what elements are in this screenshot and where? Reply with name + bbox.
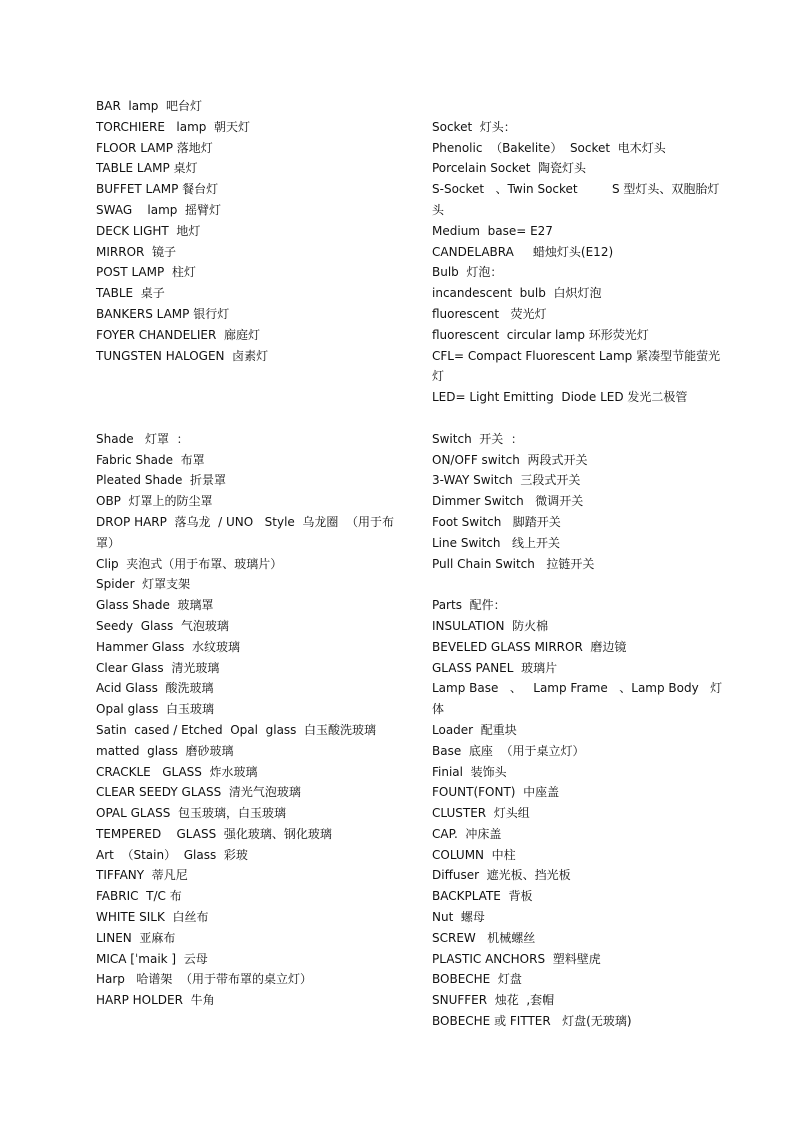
- right-term-line: CANDELABRA 蜡烛灯头(E12): [432, 244, 614, 259]
- right-term-line: CAP. 冲床盖: [432, 826, 502, 841]
- left-term-line: Satin cased / Etched Opal glass 白玉酸洗玻璃: [96, 722, 377, 737]
- left-term-line: OPAL GLASS 包玉玻璃，白玉玻璃: [96, 806, 286, 821]
- right-term-line: BOBECHE 或 FITTER 灯盘(无玻璃): [432, 1014, 632, 1029]
- left-term-line: CRACKLE GLASS 炸水玻璃: [96, 764, 258, 779]
- left-term-line: DROP HARP 落乌龙 / UNO Style 乌龙圈 （用于布罩）: [96, 514, 395, 550]
- left-term-line: LINEN 亚麻布: [96, 930, 176, 945]
- left-term-line: BANKERS LAMP 银行灯: [96, 306, 230, 321]
- left-term-line: BUFFET LAMP 餐台灯: [96, 182, 219, 197]
- left-blank-line: [96, 387, 396, 408]
- right-blank-line: [432, 408, 724, 429]
- right-term-line: Phenolic （Bakelite） Socket 电木灯头: [432, 140, 666, 155]
- left-term-line: Shade 灯罩 ：: [96, 431, 189, 446]
- left-term-line: Seedy Glass 气泡玻璃: [96, 618, 229, 633]
- left-term-line: Opal glass 白玉玻璃: [96, 702, 215, 717]
- right-term-line: Loader 配重块: [432, 722, 517, 737]
- right-term-line: BACKPLATE 背板: [432, 889, 533, 904]
- left-term-line: TIFFANY 蒂凡尼: [96, 868, 188, 883]
- left-blank-line: [96, 366, 396, 387]
- left-term-line: Pleated Shade 折景罩: [96, 473, 227, 488]
- left-term-line: Acid Glass 酸洗玻璃: [96, 681, 214, 696]
- right-term-line: Parts 配件：: [432, 598, 506, 613]
- left-term-line: matted glass 磨砂玻璃: [96, 743, 234, 758]
- left-term-line: Harp 哈谱架 （用于带布罩的桌立灯）: [96, 972, 313, 987]
- right-term-line: Line Switch 线上开关: [432, 535, 560, 550]
- right-term-line: Bulb 灯泡：: [432, 265, 503, 280]
- left-blank-line: [96, 408, 396, 429]
- left-term-line: Art （Stain） Glass 彩玻: [96, 847, 248, 862]
- right-term-line: SCREW 机械螺丝: [432, 930, 536, 945]
- right-term-line: Medium base= E27: [432, 223, 553, 238]
- left-term-line: SWAG lamp 摇臂灯: [96, 202, 222, 217]
- right-term-line: CLUSTER 灯头组: [432, 806, 530, 821]
- right-term-line: Nut 螺母: [432, 910, 485, 925]
- left-term-line: DECK LIGHT 地灯: [96, 223, 201, 238]
- right-term-line: BOBECHE 灯盘: [432, 972, 522, 987]
- left-term-line: MIRROR 镜子: [96, 244, 176, 259]
- right-column: [432, 96, 724, 1032]
- left-term-line: TABLE 桌子: [96, 286, 165, 301]
- left-term-line: FLOOR LAMP 落地灯: [96, 140, 213, 155]
- right-term-line: LED= Light Emitting Diode LED 发光二极管: [432, 390, 688, 405]
- right-blank-line: [432, 96, 724, 117]
- right-term-line: Pull Chain Switch 拉链开关: [432, 556, 595, 571]
- right-term-line: FOUNT(FONT) 中座盖: [432, 785, 560, 800]
- right-term-line: Dimmer Switch 微调开关: [432, 494, 584, 509]
- left-term-line: TUNGSTEN HALOGEN 卤素灯: [96, 348, 269, 363]
- left-term-line: MICA [ˈmaik ] 云母: [96, 951, 208, 966]
- left-term-line: WHITE SILK 白丝布: [96, 910, 209, 925]
- left-term-line: OBP 灯罩上的防尘罩: [96, 494, 213, 509]
- left-term-line: TORCHIERE lamp 朝天灯: [96, 119, 251, 134]
- left-term-line: TABLE LAMP 桌灯: [96, 161, 198, 176]
- right-term-line: Diffuser 遮光板、挡光板: [432, 868, 571, 883]
- left-term-line: CLEAR SEEDY GLASS 清光气泡玻璃: [96, 785, 301, 800]
- right-term-line: Finial 装饰头: [432, 764, 507, 779]
- right-term-line: SNUFFER 烛花 ,套帽: [432, 993, 555, 1008]
- right-term-line: Foot Switch 脚踏开关: [432, 514, 561, 529]
- left-term-line: FOYER CHANDELIER 廊庭灯: [96, 327, 260, 342]
- left-term-line: Glass Shade 玻璃罩: [96, 598, 214, 613]
- right-term-line: PLASTIC ANCHORS 塑料壁虎: [432, 951, 601, 966]
- left-term-line: BAR lamp 吧台灯: [96, 99, 203, 113]
- left-term-line: Hammer Glass 水纹玻璃: [96, 639, 241, 654]
- left-term-line: Spider 灯罩支架: [96, 577, 191, 592]
- right-term-line: Base 底座 （用于桌立灯）: [432, 743, 585, 758]
- right-term-line: fluorescent 荧光灯: [432, 306, 547, 321]
- right-term-line: COLUMN 中柱: [432, 847, 516, 862]
- right-term-line: INSULATION 防火棉: [432, 618, 549, 633]
- right-term-line: 3-WAY Switch 三段式开关: [432, 473, 581, 488]
- right-term-line: CFL= Compact Fluorescent Lamp 紧凑型节能萤光灯: [432, 348, 721, 384]
- left-term-line: POST LAMP 柱灯: [96, 265, 196, 280]
- left-term-line: TEMPERED GLASS 强化玻璃、钢化玻璃: [96, 826, 332, 841]
- right-term-line: BEVELED GLASS MIRROR 磨边镜: [432, 639, 627, 654]
- right-term-line: Socket 灯头：: [432, 119, 516, 134]
- left-term-line: Clip 夹泡式（用于布罩、玻璃片）: [96, 556, 283, 571]
- left-term-line: FABRIC T/C 布: [96, 889, 182, 904]
- right-term-line: ON/OFF switch 两段式开关: [432, 452, 588, 467]
- left-term-line: Clear Glass 清光玻璃: [96, 660, 220, 675]
- left-term-line: HARP HOLDER 牛角: [96, 993, 215, 1008]
- right-term-line: GLASS PANEL 玻璃片: [432, 660, 558, 675]
- right-blank-line: [432, 574, 724, 595]
- right-term-line: incandescent bulb 白炽灯泡: [432, 286, 602, 301]
- right-term-line: S-Socket 、Twin Socket S 型灯头、双胞胎灯头: [432, 182, 720, 217]
- left-term-line: Fabric Shade 布罩: [96, 452, 205, 467]
- left-column: [96, 96, 396, 1011]
- right-term-line: Porcelain Socket 陶瓷灯头: [432, 161, 587, 176]
- right-term-line: Lamp Base 、 Lamp Frame 、Lamp Body 灯体: [432, 681, 723, 717]
- right-term-line: fluorescent circular lamp 环形荧光灯: [432, 327, 649, 342]
- right-term-line: Switch 开关 ：: [432, 431, 523, 446]
